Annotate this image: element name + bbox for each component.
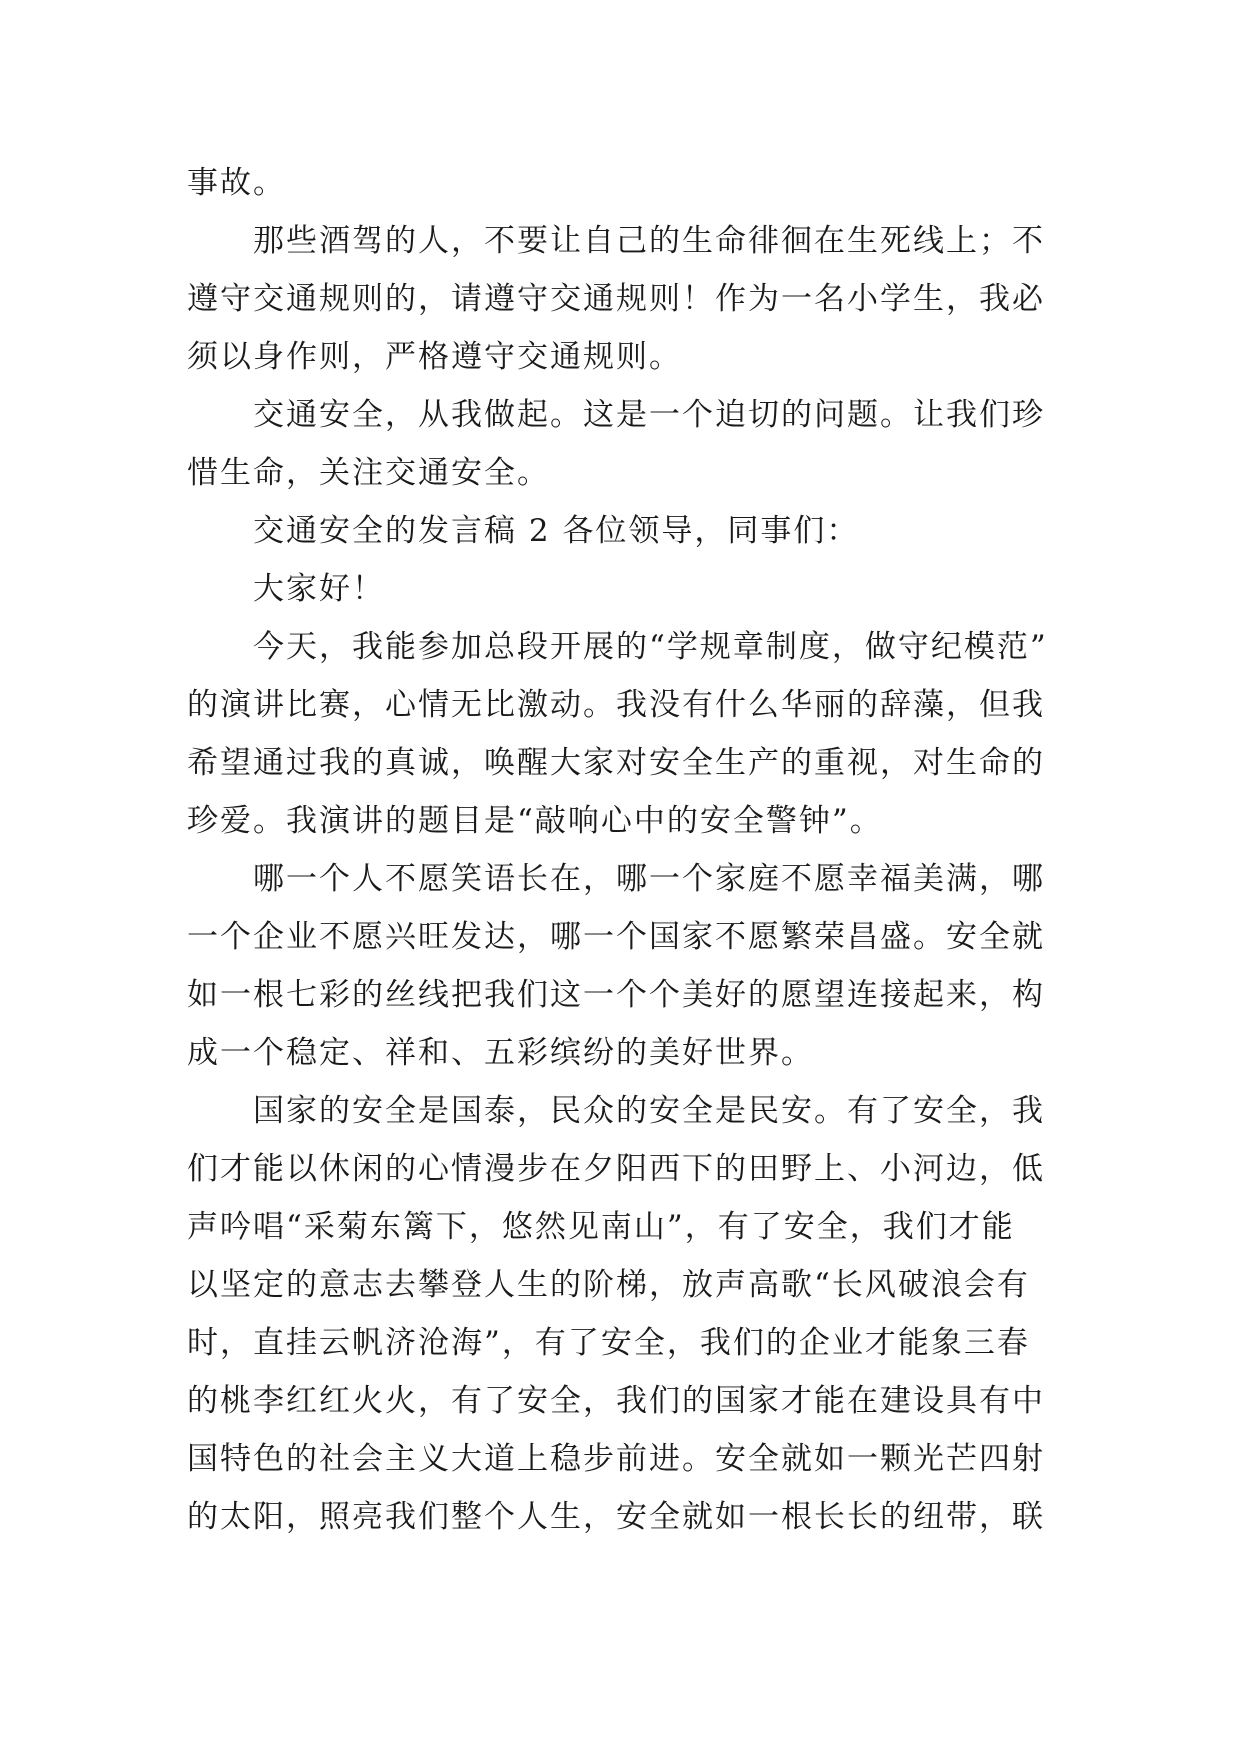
text-line: 须以身作则，严格遵守交通规则。 xyxy=(187,339,682,375)
text-line: 事故。 xyxy=(187,165,286,201)
text-line: 如一根七彩的丝线把我们这一个个美好的愿望连接起来，构 xyxy=(187,977,1045,1013)
text-line: 的桃李红红火火，有了安全，我们的国家才能在建设具有中 xyxy=(187,1383,1045,1419)
text-line: 的太阳，照亮我们整个人生，安全就如一根长长的纽带，联 xyxy=(187,1499,1045,1535)
text-line: 交通安全的发言稿 2 各位领导，同事们： xyxy=(253,513,860,549)
text-line: 一个企业不愿兴旺发达，哪一个国家不愿繁荣昌盛。安全就 xyxy=(187,919,1045,955)
text-line: 声吟唱“采菊东篱下，悠然见南山”，有了安全，我们才能 xyxy=(187,1209,1015,1245)
text-line: 们才能以休闲的心情漫步在夕阳西下的田野上、小河边，低 xyxy=(187,1151,1045,1187)
text-line: 国家的安全是国泰，民众的安全是民安。有了安全，我 xyxy=(253,1093,1045,1129)
text-line: 那些酒驾的人，不要让自己的生命徘徊在生死线上；不 xyxy=(253,223,1045,259)
text-line: 以坚定的意志去攀登人生的阶梯，放声高歌“长风破浪会有 xyxy=(187,1267,1030,1303)
document-body xyxy=(187,154,1057,1546)
text-line: 遵守交通规则的，请遵守交通规则！作为一名小学生，我必 xyxy=(187,281,1045,317)
text-line: 大家好！ xyxy=(253,571,385,607)
text-line: 交通安全，从我做起。这是一个迫切的问题。让我们珍 xyxy=(253,397,1045,433)
text-line: 时，直挂云帆济沧海”，有了安全，我们的企业才能象三春 xyxy=(187,1325,1030,1361)
text-line: 哪一个人不愿笑语长在，哪一个家庭不愿幸福美满，哪 xyxy=(253,861,1045,897)
text-line: 珍爱。我演讲的题目是“敲响心中的安全警钟”。 xyxy=(187,803,883,839)
text-line: 惜生命，关注交通安全。 xyxy=(187,455,550,491)
text-line: 今天，我能参加总段开展的“学规章制度，做守纪模范” xyxy=(253,629,1048,665)
text-line: 希望通过我的真诚，唤醒大家对安全生产的重视，对生命的 xyxy=(187,745,1045,781)
text-line: 的演讲比赛，心情无比激动。我没有什么华丽的辞藻，但我 xyxy=(187,687,1045,723)
text-line: 成一个稳定、祥和、五彩缤纷的美好世界。 xyxy=(187,1035,814,1071)
text-line: 国特色的社会主义大道上稳步前进。安全就如一颗光芒四射 xyxy=(187,1441,1045,1477)
